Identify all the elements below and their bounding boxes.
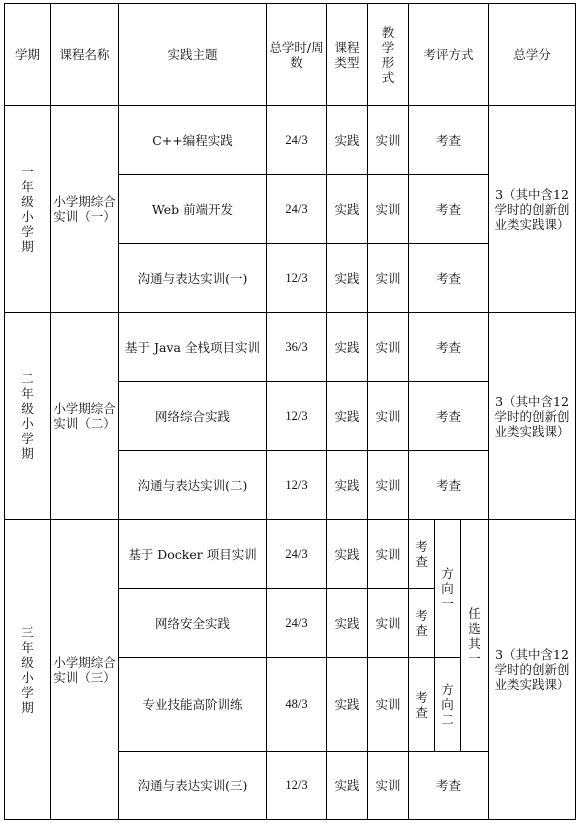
form-cell: 实训 [368, 658, 409, 752]
course-cell: 小学期综合实训（一） [51, 106, 119, 313]
form-cell: 实训 [368, 451, 409, 520]
credits-cell: 3（其中含12学时的创新创业类实践课） [489, 106, 576, 313]
hours-cell: 36/3 [267, 313, 327, 382]
hours-cell: 48/3 [267, 658, 327, 752]
type-cell: 实践 [327, 244, 368, 313]
type-cell: 实践 [327, 106, 368, 175]
hours-cell: 12/3 [267, 752, 327, 820]
assessment-cell: 考 查 [409, 658, 435, 752]
form-cell: 实训 [368, 589, 409, 658]
type-cell: 实践 [327, 451, 368, 520]
assessment-cell: 考查 [409, 175, 489, 244]
assessment-cell: 考查 [409, 106, 489, 175]
type-cell: 实践 [327, 589, 368, 658]
form-cell: 实训 [368, 106, 409, 175]
header-credits: 总学分 [489, 4, 576, 106]
assessment-cell: 考查 [409, 244, 489, 313]
assessment-cell: 考 查 [409, 589, 435, 658]
header-row [5, 4, 576, 106]
course-cell: 小学期综合实训（三） [51, 520, 119, 820]
hours-cell: 24/3 [267, 106, 327, 175]
form-cell: 实训 [368, 175, 409, 244]
assessment-cell: 考查 [409, 313, 489, 382]
form-cell: 实训 [368, 752, 409, 820]
type-cell: 实践 [327, 520, 368, 589]
credits-cell: 3（其中含12学时的创新创业类实践课） [489, 313, 576, 520]
header-topic: 实践主题 [119, 4, 267, 106]
term-cell: 三 年 级 小 学 期 [5, 520, 51, 820]
topic-cell: 专业技能高阶训练 [119, 658, 267, 752]
topic-cell: Web 前端开发 [119, 175, 267, 244]
assessment-cell: 考查 [409, 451, 489, 520]
term-cell: 一 年 级 小 学 期 [5, 106, 51, 313]
topic-cell: 沟通与表达实训(二) [119, 451, 267, 520]
form-cell: 实训 [368, 520, 409, 589]
topic-cell: 沟通与表达实训(一) [119, 244, 267, 313]
course-cell: 小学期综合实训（二） [51, 313, 119, 520]
type-cell: 实践 [327, 175, 368, 244]
term-cell: 二 年 级 小 学 期 [5, 313, 51, 520]
topic-cell: 网络安全实践 [119, 589, 267, 658]
table-row [5, 313, 576, 382]
assessment-cell: 考查 [409, 382, 489, 451]
hours-cell: 24/3 [267, 175, 327, 244]
header-term: 学期 [5, 4, 51, 106]
hours-cell: 24/3 [267, 520, 327, 589]
topic-cell: 基于 Docker 项目实训 [119, 520, 267, 589]
header-course-name: 课程名称 [51, 4, 119, 106]
elective-note-cell: 任 选 其 一 [461, 520, 489, 752]
hours-cell: 24/3 [267, 589, 327, 658]
direction-1-cell: 方 向 一 [435, 520, 461, 658]
form-cell: 实训 [368, 313, 409, 382]
credits-cell: 3（其中含12学时的创新创业类实践课） [489, 520, 576, 820]
direction-2-cell: 方 向 二 [435, 658, 461, 752]
hours-cell: 12/3 [267, 382, 327, 451]
header-assessment: 考评方式 [409, 4, 489, 106]
type-cell: 实践 [327, 313, 368, 382]
table-row [5, 106, 576, 175]
type-cell: 实践 [327, 752, 368, 820]
type-cell: 实践 [327, 382, 368, 451]
topic-cell: 网络综合实践 [119, 382, 267, 451]
topic-cell: 沟通与表达实训(三) [119, 752, 267, 820]
hours-cell: 12/3 [267, 244, 327, 313]
header-hours: 总学时/周数 [267, 4, 327, 106]
type-cell: 实践 [327, 658, 368, 752]
table-row [5, 520, 576, 589]
curriculum-table [4, 3, 576, 820]
hours-cell: 12/3 [267, 451, 327, 520]
form-cell: 实训 [368, 382, 409, 451]
header-form: 教 学 形 式 [368, 4, 409, 106]
header-type: 课程 类型 [327, 4, 368, 106]
form-cell: 实训 [368, 244, 409, 313]
assessment-cell: 考 查 [409, 520, 435, 589]
topic-cell: C++编程实践 [119, 106, 267, 175]
assessment-cell: 考查 [409, 752, 489, 820]
topic-cell: 基于 Java 全栈项目实训 [119, 313, 267, 382]
